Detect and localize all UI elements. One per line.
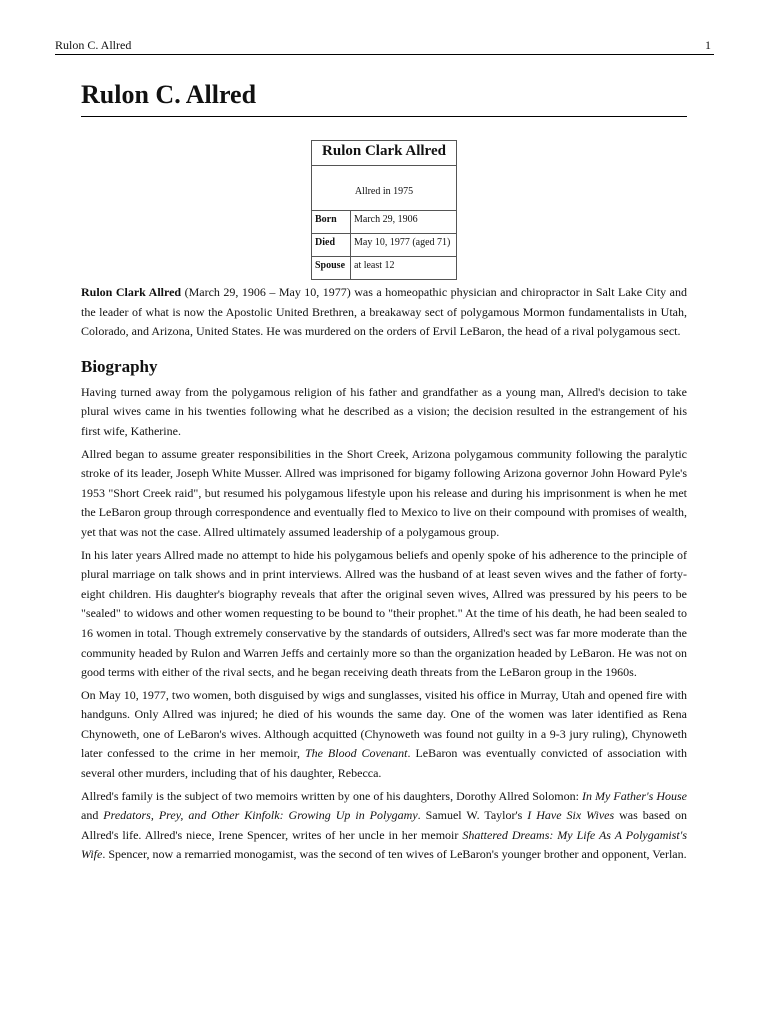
infobox-row-born xyxy=(312,211,457,234)
infobox-caption: Allred in 1975 xyxy=(312,166,457,211)
page-title: Rulon C. Allred xyxy=(81,77,687,117)
text-run: . LeBaron was eventually convicted of association with several other murders, including that of his daughter, Rebecca. xyxy=(81,746,688,781)
book-title: In My Father's House xyxy=(581,788,687,803)
biography-paragraph: Allred began to assume greater responsibilities in the Short Creek, Arizona polygamous community following the paralytic stroke of its leader, Joseph White Musser. Allred was imprisoned for bigamy following Arizona governor John Howard Pyle's 1953 "Short Creek raid", but resumed his polygamous lifestyle upon his release and during his imprisonment is when he met the LeBaron group through correspondence and eventually fled to Mexico to live on their compound with promises of wealth, yet that was not the case. Allred ultimately assumed leadership of a polygamous group. xyxy=(81,446,687,539)
running-title: Rulon C. Allred xyxy=(55,38,132,52)
intro-paragraph xyxy=(81,283,687,342)
text-run: Allred's family is the subject of two memoirs written by one of his daughters, Dorothy Allred Solomon: xyxy=(81,788,582,803)
infobox-label: Spouse xyxy=(312,257,351,280)
infobox xyxy=(311,140,457,280)
infobox-label: Born xyxy=(312,211,351,234)
infobox-row-spouse xyxy=(312,257,457,280)
running-header xyxy=(55,37,714,55)
text-run: . Spencer, now a remarried monogamist, was the second of ten wives of LeBaron's younger brother and opponent, Verlan. xyxy=(102,847,687,862)
infobox-row-died xyxy=(312,234,457,257)
infobox-value: May 10, 1977 (aged 71) xyxy=(351,234,457,257)
biography-paragraph xyxy=(81,686,687,784)
text-run: was based on Allred's life. Allred's niece, Irene Spencer, writes of her uncle in her memoir xyxy=(81,808,688,842)
book-title: I Have Six Wives xyxy=(527,808,615,823)
text-run: On May 10, 1977, two women, both disguised by wigs and sunglasses, visited his office in Murray, Utah and opened fire with handguns. Only Allred was injured; he died of his wounds the same day. One of the women was later identified as Rena Chynoweth, one of LeBaron's wives. Although acquitted (Chynoweth was found not guilty in a 9-3 jury ruling), Chynoweth later confessed to the crime in her memoir, xyxy=(81,687,687,761)
book-title: Predators, Prey, and Other Kinfolk: Growing Up in Polygamy xyxy=(103,808,418,823)
intro-text: (March 29, 1906 – May 10, 1977) was a homeopathic physician and chiropractor in Salt Lake City and the leader of what is now the Apostolic United Brethren, a breakaway sect of polygamous Mormon fundamentalists in Utah, Colorado, and Arizona, United States. He was murdered on the orders of Ervil LeBaron, the head of a rival polygamous sect. xyxy=(81,285,687,339)
infobox-title: Rulon Clark Allred xyxy=(312,141,457,166)
biography-paragraph: Having turned away from the polygamous religion of his father and grandfather as a young man, Allred's decision to take plural wives came in his twenties following what he described as a vision; the decision resulted in the estrangement of his first wife, Katherine. xyxy=(81,384,687,438)
text-run: . Samuel W. Taylor's xyxy=(417,808,528,823)
infobox-value: at least 12 xyxy=(351,257,457,280)
section-heading-biography: Biography xyxy=(81,356,158,376)
infobox-value: March 29, 1906 xyxy=(351,211,457,234)
article-body xyxy=(81,283,687,868)
page-number: 1 xyxy=(705,38,711,52)
biography-paragraph: In his later years Allred made no attempt to hide his polygamous beliefs and openly spoke of his adherence to the principle of plural marriage on talk shows and in print interviews. Allred was the husband of at least seven wives and the father of forty-eight children. His daughter's biography reveals that after the original seven wives, Allred was pressured by his peers to be "sealed" to widows and other women requesting to be bound to "their prophet." At the time of his death, he had been sealed to 16 women in total. Though extremely conservative by the standards of outsiders, Allred's sect was far more moderate than the community headed by Rulon and Warren Jeffs and certainly more so than the organization headed by LeBaron. He was not on good terms with either of the rival sects, and he began receiving death threats from the LeBaron group in the 1960s. xyxy=(81,547,687,680)
infobox-label: Died xyxy=(312,234,351,257)
book-title: Shattered Dreams: My Life As A Polygamist's Wife xyxy=(81,827,687,862)
text-run: and xyxy=(81,808,104,823)
book-title: The Blood Covenant xyxy=(304,746,408,761)
biography-paragraph xyxy=(81,787,687,865)
subject-name: Rulon Clark Allred xyxy=(81,285,182,299)
